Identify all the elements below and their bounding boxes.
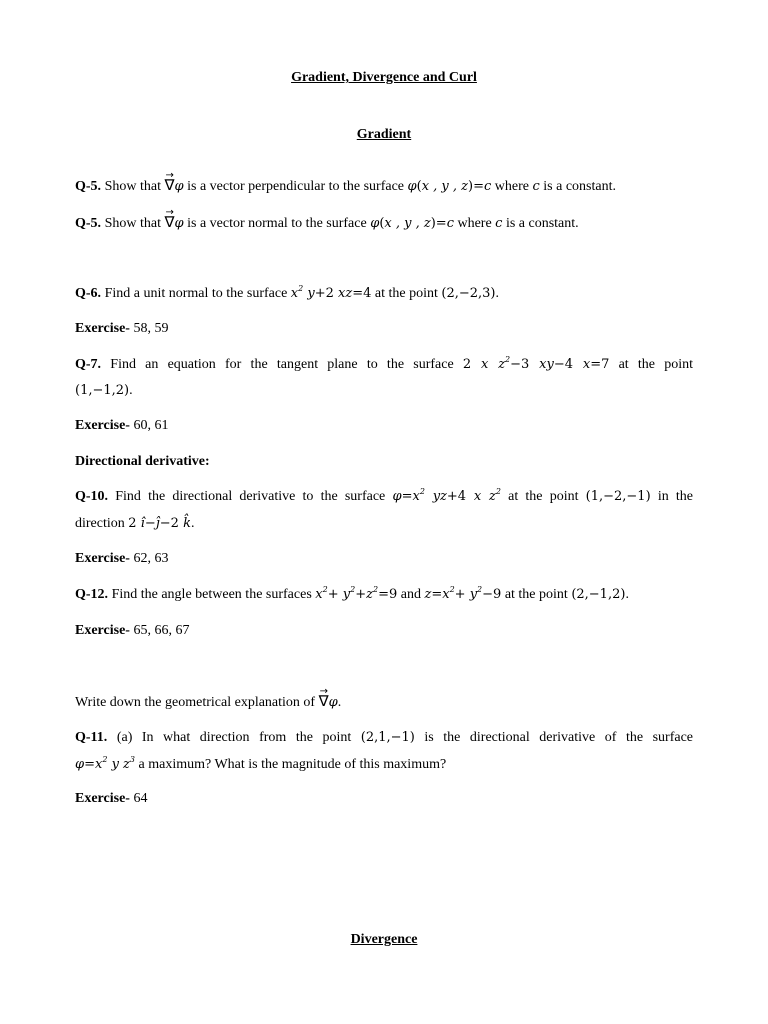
question-q11-continued: $\varphi=x^2$ y $z^3$ a maximum? What is the magnitude of this maximum? <box>75 755 447 772</box>
math-expression: $z=x^2+ y^2-9$ <box>424 585 502 602</box>
math-expression: 2 x $z^2-3$ xy−4 x=7 <box>462 355 610 372</box>
section-heading-gradient: Gradient <box>356 127 412 142</box>
question-label: Q-5. <box>75 179 102 194</box>
question-label: Q-10. <box>75 489 109 504</box>
nabla-icon: → ∇ <box>164 212 174 232</box>
exercise-reference: Exercise- 60, 61 <box>75 418 169 433</box>
question-label: Q-12. <box>75 587 109 602</box>
math-expression: φ(x , y , z)=c <box>370 216 454 231</box>
point-coordinates: (1,−2,−1) <box>585 489 651 504</box>
question-q10-continued: direction 2 î−ĵ−2 k̂. <box>75 516 195 531</box>
question-q5-perpendicular: Q-5. Show that → ∇φ is a vector perpendicular to the surface φ(x , y , z)=c where c is a constant. <box>75 175 693 197</box>
question-label: Q-11. <box>75 730 108 745</box>
exercise-reference: Exercise- 65, 66, 67 <box>75 623 190 638</box>
question-q11: Q-11. (a) In what direction from the point (2,1,−1) is the directional derivative of the surface <box>75 730 694 745</box>
nabla-icon: → ∇ <box>319 691 329 711</box>
question-q12: Q-12. Find the angle between the surfaces $x^2+ y^2+z^2=9$ and $z=x^2+ y^2-9$ at the point (2,−1,2). <box>75 585 629 602</box>
question-q5-normal: Q-5. Show that → ∇φ is a vector normal to the surface φ(x , y , z)=c where c is a constant. <box>75 212 693 234</box>
math-expression: $\varphi=x^2$ yz+4 x $z^2$ <box>392 487 501 504</box>
math-expression: φ(x , y , z)=c <box>407 179 492 194</box>
section-heading-divergence: Divergence <box>350 932 418 947</box>
nabla-icon: → ∇ <box>164 175 174 195</box>
section-heading-directional: Directional derivative: <box>75 454 210 469</box>
point-coordinates: (2,1,−1) <box>360 730 415 745</box>
math-expression: $x^2+ y^2+z^2=9$ <box>315 585 398 602</box>
question-q10: Q-10. Find the directional derivative to the surface $\varphi=x^2$ yz+4 x $z^2$ at the point (1,−2,−1) in the <box>75 487 693 504</box>
question-q6: Q-6. Find a unit normal to the surface $x^2$ y+2 xz=4 at the point (2,−2,3). <box>75 284 500 301</box>
exercise-reference: Exercise- 58, 59 <box>75 321 169 336</box>
question-q7-continued: (1,−1,2). <box>75 383 133 398</box>
math-expression: $\varphi=x^2$ y $z^3$ <box>75 755 136 772</box>
math-expression: $x^2$ y+2 xz=4 <box>290 284 372 301</box>
direction-vector: 2 î−ĵ−2 k̂ <box>128 516 191 531</box>
geometric-explanation-prompt: Write down the geometrical explanation of → ∇φ. <box>75 691 693 713</box>
exercise-reference: Exercise- 62, 63 <box>75 551 169 566</box>
point-coordinates: (1,−1,2) <box>75 383 130 398</box>
question-label: Q-7. <box>75 357 102 372</box>
point-coordinates: (2,−1,2) <box>571 587 626 602</box>
question-label: Q-5. <box>75 216 102 231</box>
exercise-reference: Exercise- 64 <box>75 791 148 806</box>
question-label: Q-6. <box>75 286 102 301</box>
point-coordinates: (2,−2,3) <box>441 286 496 301</box>
page-title: Gradient, Divergence and Curl <box>291 70 477 85</box>
question-q7: Q-7. Find an equation for the tangent plane to the surface 2 x $z^2-3$ xy−4 x=7 at the point <box>75 355 694 372</box>
